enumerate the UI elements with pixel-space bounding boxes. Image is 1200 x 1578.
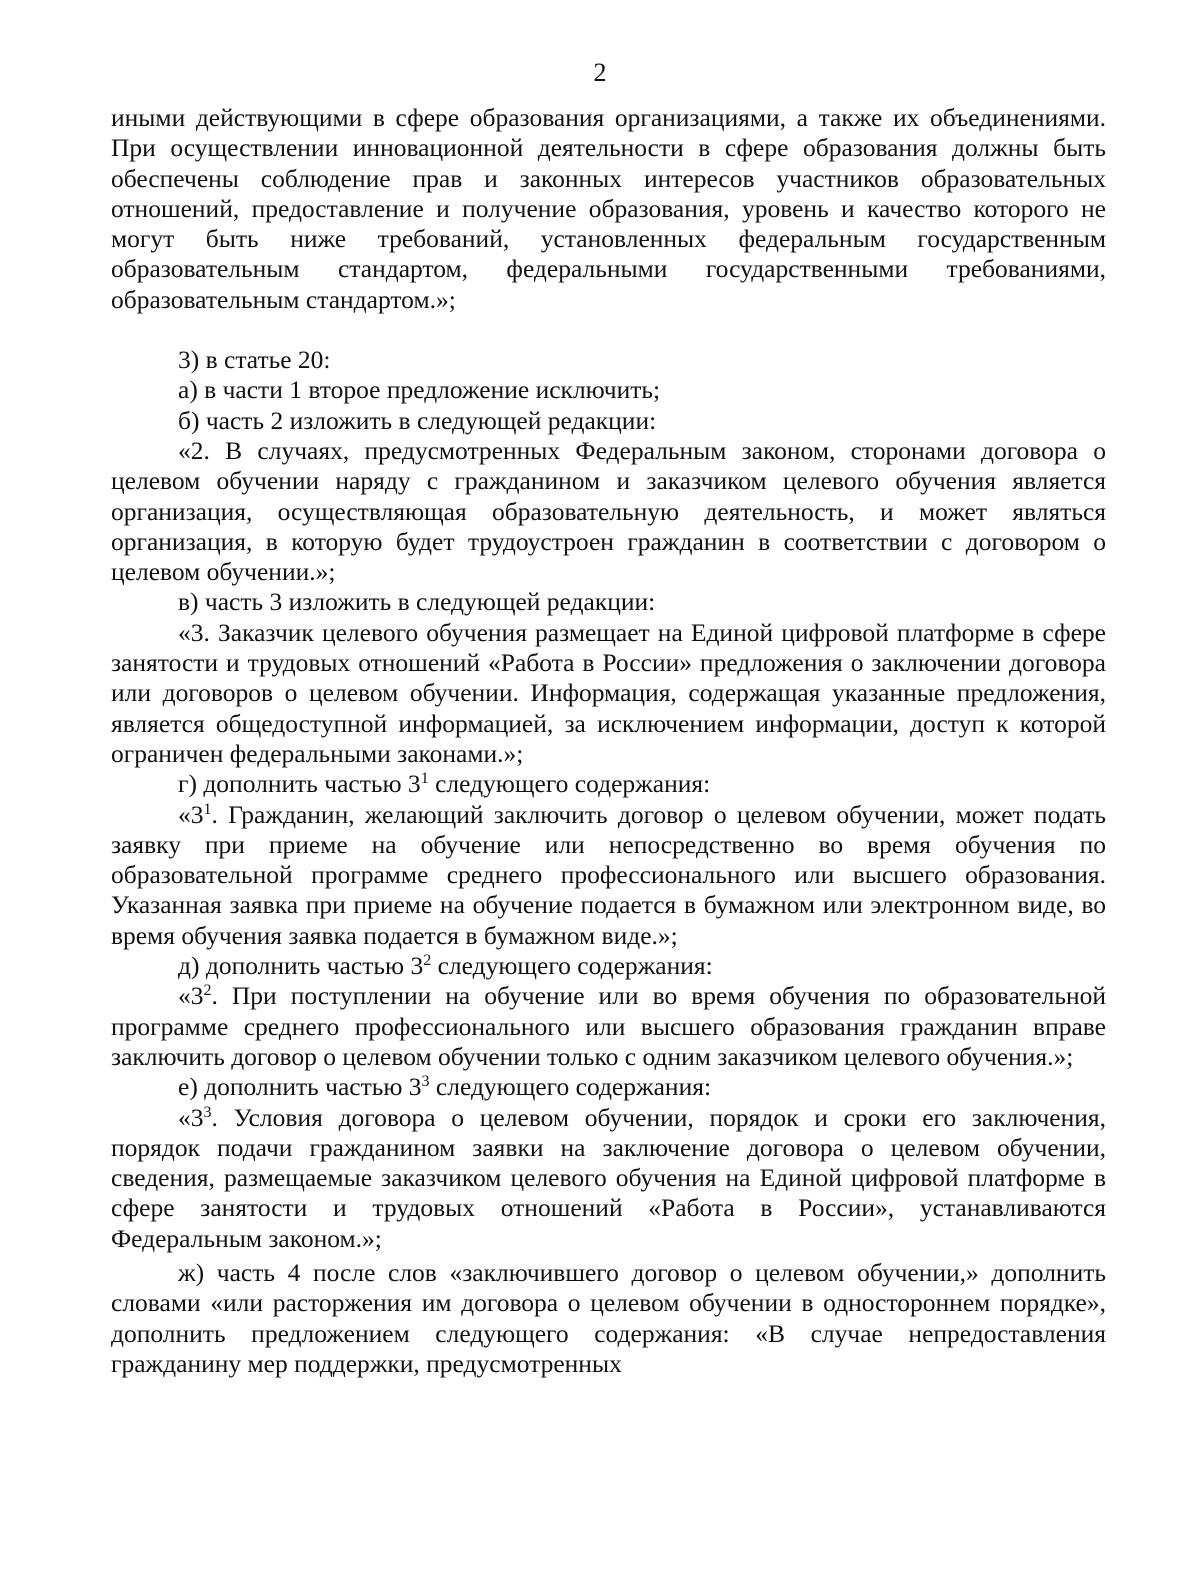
- paragraph-text-after: следующего содержания:: [429, 1072, 712, 1102]
- paragraph-item-3d: [111, 951, 1106, 981]
- paragraph-item-3a: а) в части 1 второе предложение исключить;: [178, 375, 661, 405]
- paragraph-text-after: следующего содержания:: [431, 951, 713, 981]
- paragraph-text-after: . При поступлении на обучение или во время обучения по образовательной программе среднего профессионального или высшего образования гражданин вправе заключить договор о целевом обучении только с одним заказчиком целевого обучения.»;: [111, 981, 1106, 1071]
- paragraph-text-before: д) дополнить частью 3: [178, 951, 424, 981]
- paragraph-item-3b: б) часть 2 изложить в следующей редакции:: [178, 405, 657, 435]
- paragraph-item-3zh: ж) часть 4 после слов «заключившего договор о целевом обучении,» дополнить словами «или расторжения им договора о целевом обучении в одностороннем порядке», дополнить предложением следующего содержания: «В случае непредоставления гражданину мер поддержки, предусмотренных: [111, 1257, 1106, 1378]
- paragraph-text-before: «3: [178, 981, 204, 1011]
- paragraph-text-before: е) дополнить частью 3: [178, 1072, 422, 1102]
- paragraph-continuation: иными действующими в сфере образования организациями, а также их объединениями. При осуществлении инновационной деятельности в сфере образования должны быть обеспечены соблюдение прав и законных интересов участников образовательных отношений, предоставление и получение образования, уровень и качество которого не могут быть ниже требований, установленных федеральным государственным образовательным стандартом, федеральными государственными требованиями, образовательным стандартом.»;: [111, 103, 1106, 314]
- paragraph-text-after: следующего содержания:: [428, 769, 711, 799]
- paragraph-part-3-1-text: [111, 800, 1106, 951]
- superscript: 1: [420, 770, 429, 788]
- paragraph-item-3v: в) часть 3 изложить в следующей редакции:: [178, 587, 656, 617]
- paragraph-part-2-text: «2. В случаях, предусмотренных Федеральным законом, сторонами договора о целевом обучении наряду с гражданином и заказчиком целевого обучения является организация, осуществляющая образовательную деятельность, и может являться организация, в которую будет трудоустроен гражданин в соответствии с договором о целевом обучении.»;: [111, 435, 1106, 587]
- paragraph-item-3: 3) в статье 20:: [178, 345, 331, 375]
- superscript: 2: [203, 982, 212, 1000]
- paragraph-text-after: . Условия договора о целевом обучении, порядок и сроки его заключения, порядок подачи гражданином заявки на заключение договора о целевом обучении, сведения, размещаемые заказчиком целевого обучения на Единой цифровой платформе в сфере занятости и трудовых отношений «Работа в России», устанавливаются Федеральным законом.»;: [111, 1102, 1106, 1253]
- paragraph-text-before: «3: [178, 1102, 204, 1132]
- paragraph-part-3-text: «3. Заказчик целевого обучения размещает на Единой цифровой платформе в сфере занятости и трудовых отношений «Работа в России» предложения о заключении договора или договоров о целевом обучении. Информация, содержащая указанные предложения, является общедоступной информацией, за исключением информации, доступ к которой ограничен федеральными законами.»;: [111, 617, 1106, 768]
- paragraph-part-3-3-text: [111, 1103, 1106, 1254]
- superscript: 1: [203, 800, 212, 818]
- superscript: 2: [423, 952, 432, 970]
- paragraph-text-before: г) дополнить частью 3: [178, 769, 421, 799]
- paragraph-text-after: . Гражданин, желающий заключить договор о целевом обучении, может подать заявку при приеме на обучение или непосредственно во время обучения по образовательной программе среднего профессионального или высшего образования. Указанная заявка при приеме на обучение подается в бумажном или электронном виде, во время обучения заявка подается в бумажном виде.»;: [111, 799, 1106, 950]
- paragraph-part-3-2-text: [111, 981, 1106, 1072]
- superscript: 3: [203, 1103, 212, 1121]
- superscript: 3: [421, 1073, 430, 1091]
- document-body: [111, 103, 1106, 1379]
- page-number: 2: [593, 58, 607, 87]
- paragraph-text-before: «3: [178, 799, 204, 829]
- paragraph-item-3e: [111, 1072, 1106, 1102]
- paragraph-item-3g: [111, 769, 1106, 799]
